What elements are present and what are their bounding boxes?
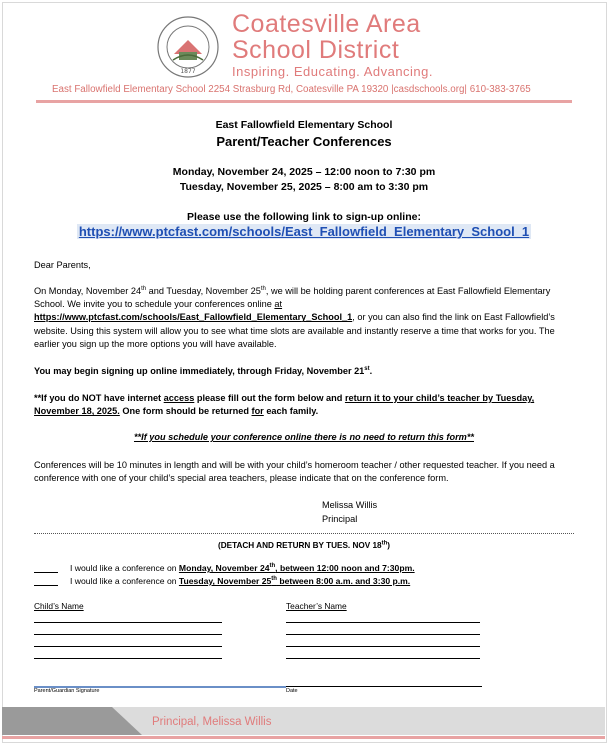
footer-accent [2,707,152,735]
date-line[interactable] [286,686,482,687]
district-seal-logo [157,16,219,78]
option-monday-blank[interactable] [34,572,58,573]
date-label: Date [286,688,298,694]
tagline: Inspiring. Educating. Advancing. [232,64,434,79]
child-name-line[interactable] [34,658,222,659]
teacher-name-label: Teacher’s Name [286,601,347,611]
child-name-label: Child’s Name [34,601,84,611]
page-title: Parent/Teacher Conferences [216,134,392,149]
signature-name: Melissa Willis [322,500,378,510]
signup-link[interactable]: https://www.ptcfast.com/schools/East_Fallowfield_Elementary_School_1 [78,224,530,239]
district-name-line1: Coatesville Area [232,10,421,38]
teacher-name-line[interactable] [286,634,480,635]
child-name-line[interactable] [34,634,222,635]
paragraph-deadline: You may begin signing up online immediately, through Friday, November 21st. [34,365,373,376]
paragraph-intro: On Monday, November 24th and Tuesday, November 25th, we will be holding parent conferences at East Fallowfield Elementary School. We invite you to schedule your conferences online at https://www.ptcfast.com/schools/East_Fallowfield_Elementary_School_1, or you can also find the link on East Fallowfield’s website. Using this system will allow you to see what time slots are available and instantly reserve a time that works for you. The earlier you sign up the more options you will have available. [34,285,555,349]
signup-link-row [0,224,608,239]
footer-principal: Principal, Melissa Willis [152,716,272,728]
option-tuesday-blank[interactable] [34,585,58,586]
paragraph-length: Conferences will be 10 minutes in length and will be with your child’s homeroom teacher / other requested teacher. If you need a conference with one of your child’s special area teachers, please indicate that on the conference form. [34,460,555,484]
option-monday: I would like a conference on Monday, November 24th, between 12:00 noon and 7:30pm. [34,563,415,573]
paragraph-note: **If you schedule your conference online there is no need to return this form** [133,432,474,442]
date-monday: Monday, November 24, 2025 – 12:00 noon to 7:30 pm [172,166,436,178]
signup-prompt: Please use the following link to sign-up online: [187,211,421,223]
salutation: Dear Parents, [34,260,91,270]
school-title: East Fallowfield Elementary School [215,119,393,131]
guardian-signature-label: Parent/Guardian Signature [34,688,100,694]
option-tuesday: I would like a conference on Tuesday, November 25th between 8:00 a.m. and 3:30 p.m. [34,576,410,586]
date-tuesday: Tuesday, November 25, 2025 – 8:00 am to 3:30 pm [179,181,429,193]
signature-title: Principal [322,514,358,524]
teacher-name-line[interactable] [286,622,480,623]
detach-line [34,533,574,534]
intro-link[interactable]: https://www.ptcfast.com/schools/East_Fallowfield_Elementary_School_1 [34,312,353,323]
teacher-name-line[interactable] [286,658,480,659]
detach-instruction: (DETACH AND RETURN BY TUES. NOV 18th) [217,540,391,550]
paragraph-no-internet: **If you do NOT have internet access please fill out the form below and return it to your child’s teacher by Tuesday, November 18, 2025. One form should be returned for each family. [34,393,535,417]
child-name-line[interactable] [34,646,222,647]
teacher-name-line[interactable] [286,646,480,647]
child-name-line[interactable] [34,622,222,623]
school-address: East Fallowfield Elementary School 2254 Strasburg Rd, Coatesville PA 19320 |casdschools.org| 610-383-3765 [52,84,531,95]
seal-year: 1877 [180,68,196,75]
header-divider [36,100,572,103]
footer-divider [2,736,605,739]
district-name-line2: School District [232,36,400,64]
